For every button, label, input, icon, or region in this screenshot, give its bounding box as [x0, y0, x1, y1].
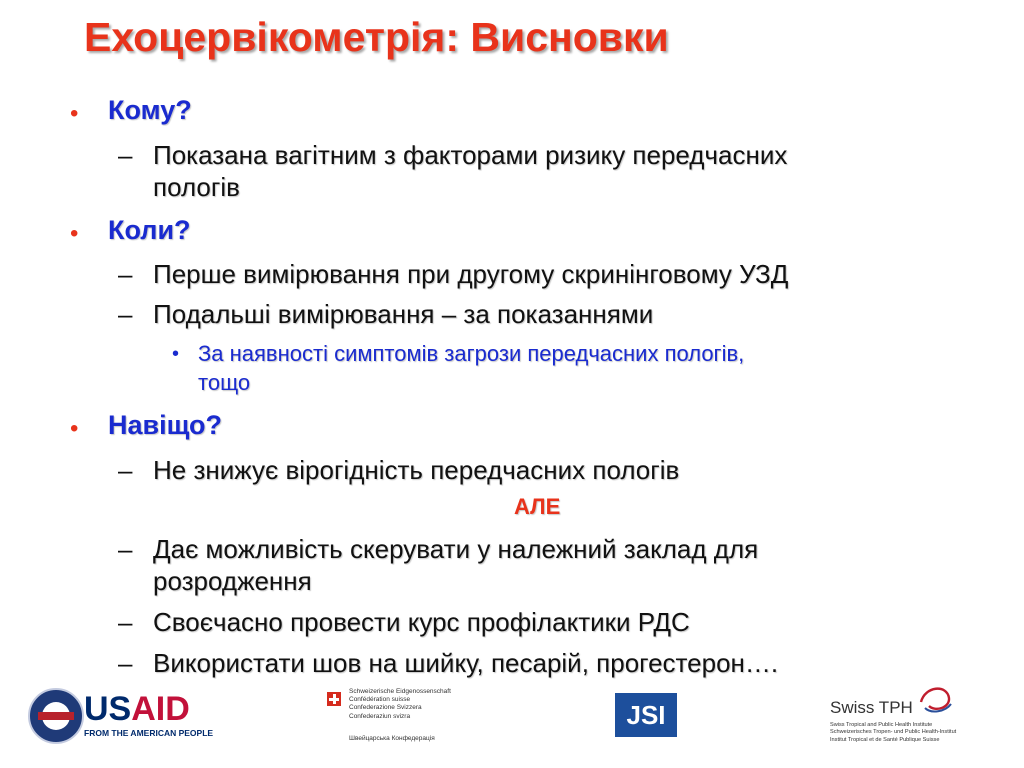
- usaid-tagline: FROM THE AMERICAN PEOPLE: [84, 728, 214, 738]
- bullet-marker: •: [70, 415, 79, 442]
- answer-who-line2: пологів: [153, 172, 240, 202]
- swiss-flag-icon: [327, 692, 341, 706]
- but-label: АЛЕ: [514, 494, 561, 519]
- sponsor-logos: [0, 680, 1024, 768]
- swiss-confederation-ukrainian: Швейцарська Конфедерація: [349, 735, 435, 742]
- bullet-marker: •: [70, 220, 79, 247]
- jsi-logo: JSI: [615, 693, 677, 737]
- swiss-confederation-names: Schweizerische Eidgenossenschaft Confédération suisse Confederazione Svizzera Confederaziun svizra: [349, 688, 451, 720]
- dash-marker: –: [118, 534, 133, 564]
- usaid-wordmark: USAID: [84, 690, 190, 728]
- swiss-tph-wordmark: Swiss TPH: [830, 698, 913, 717]
- usaid-seal-icon: [28, 688, 84, 744]
- answer-when-indication-line1: За наявності симптомів загрози передчасних пологів,: [198, 341, 745, 366]
- dash-marker: –: [118, 648, 133, 678]
- bullet-marker: •: [70, 100, 79, 127]
- dash-marker: –: [118, 259, 133, 289]
- dash-marker: –: [118, 140, 133, 170]
- answer-when-first: Перше вимірювання при другому скринінговому УЗД: [153, 259, 789, 289]
- swiss-tph-swirl-icon: [915, 682, 955, 716]
- slide-title: Ехоцервікометрія: Висновки: [84, 14, 669, 60]
- question-who: Кому?: [108, 95, 192, 125]
- answer-who-line1: Показана вагітним з факторами ризику передчасних: [153, 140, 788, 170]
- dash-marker: –: [118, 299, 133, 329]
- answer-when-further: Подальші вимірювання – за показаннями: [153, 299, 654, 329]
- answer-why-interventions: Використати шов на шийку, песарій, прогестерон….: [153, 648, 779, 678]
- answer-when-indication-line2: тощо: [198, 370, 251, 395]
- dash-marker: –: [118, 455, 133, 485]
- answer-why-not-reduce: Не знижує вірогідність передчасних пологів: [153, 455, 680, 485]
- answer-why-rds: Своєчасно провести курс профілактики РДС: [153, 607, 690, 637]
- sub-bullet-marker: •: [172, 343, 180, 365]
- question-why: Навіщо?: [108, 410, 223, 440]
- answer-why-referral-line2: розродження: [153, 566, 312, 596]
- answer-why-referral-line1: Дає можливість скерувати у належний заклад для: [153, 534, 759, 564]
- question-when: Коли?: [108, 215, 191, 245]
- dash-marker: –: [118, 607, 133, 637]
- swiss-tph-names: Swiss Tropical and Public Health Institute Schweizerisches Tropen- und Public Health-Institut Institut Tropical et de Santé Publique Suisse: [830, 722, 957, 743]
